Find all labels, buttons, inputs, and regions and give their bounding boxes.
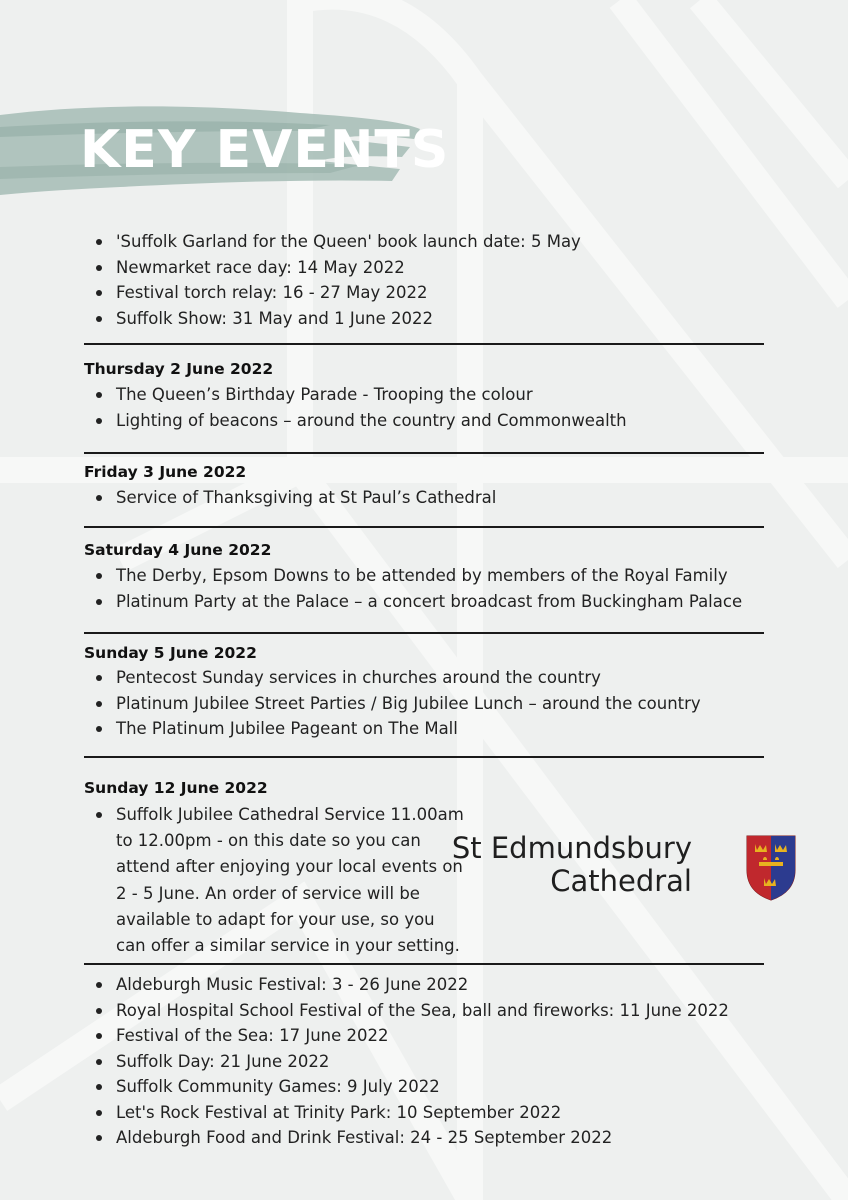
list-item: Festival torch relay: 16 - 27 May 2022 — [94, 280, 774, 306]
section-divider — [84, 452, 764, 454]
day-heading: Saturday 4 June 2022 — [84, 541, 272, 559]
section-divider — [84, 632, 764, 634]
list-item: The Queen’s Birthday Parade - Trooping the colour — [94, 382, 774, 408]
day-events-list — [94, 382, 774, 433]
bullet-icon — [96, 1110, 102, 1116]
bullet-icon — [96, 812, 102, 818]
list-item: The Derby, Epsom Downs to be attended by members of the Royal Family — [94, 563, 774, 589]
bullet-icon — [96, 701, 102, 707]
logo-line-1: St Edmundsbury — [451, 831, 692, 865]
list-item: Festival of the Sea: 17 June 2022 — [94, 1023, 774, 1049]
bullet-icon — [96, 1033, 102, 1039]
bullet-icon — [96, 418, 102, 424]
list-item: Newmarket race day: 14 May 2022 — [94, 255, 774, 281]
bullet-icon — [96, 1135, 102, 1141]
bullet-icon — [96, 1084, 102, 1090]
section-divider — [84, 343, 764, 345]
section-divider — [84, 526, 764, 528]
list-item: Suffolk Show: 31 May and 1 June 2022 — [94, 306, 774, 332]
later-events-list — [94, 972, 774, 1151]
day-events-list — [94, 563, 774, 614]
bullet-icon — [96, 982, 102, 988]
section-divider — [84, 756, 764, 758]
list-item: Suffolk Day: 21 June 2022 — [94, 1049, 774, 1075]
day-heading: Sunday 5 June 2022 — [84, 644, 257, 662]
bullet-icon — [96, 599, 102, 605]
bullet-icon — [96, 290, 102, 296]
list-item: Pentecost Sunday services in churches around the country — [94, 665, 774, 691]
section-divider — [84, 963, 764, 965]
bullet-icon — [96, 675, 102, 681]
cathedral-logo — [451, 828, 810, 908]
list-item: The Platinum Jubilee Pageant on The Mall — [94, 716, 774, 742]
day-heading: Friday 3 June 2022 — [84, 463, 247, 481]
list-item: Platinum Party at the Palace – a concert broadcast from Buckingham Palace — [94, 589, 774, 615]
day-heading: Thursday 2 June 2022 — [84, 360, 274, 378]
bullet-icon — [96, 573, 102, 579]
bullet-icon — [96, 726, 102, 732]
day-heading: Sunday 12 June 2022 — [84, 779, 268, 797]
list-item: Service of Thanksgiving at St Paul’s Cathedral — [94, 485, 774, 511]
shield-crest-icon — [745, 834, 797, 902]
list-item: Aldeburgh Food and Drink Festival: 24 - 25 September 2022 — [94, 1125, 774, 1151]
bullet-icon — [96, 1008, 102, 1014]
day-events-list — [94, 665, 774, 742]
page-title: KEY EVENTS — [80, 120, 450, 180]
logo-wordmark — [452, 832, 692, 898]
list-item: Royal Hospital School Festival of the Sea, ball and fireworks: 11 June 2022 — [94, 998, 774, 1024]
bullet-icon — [96, 1059, 102, 1065]
list-item: 'Suffolk Garland for the Queen' book launch date: 5 May — [94, 229, 774, 255]
day-events-list — [94, 485, 774, 511]
list-item: Suffolk Jubilee Cathedral Service 11.00am to 12.00pm - on this date so you can attend after enjoying your local events on 2 - 5 June. An order of service will be available to adapt for your use, so you can offer a similar service in your setting. — [94, 802, 466, 959]
intro-events-list — [94, 229, 774, 331]
list-item: Let's Rock Festival at Trinity Park: 10 September 2022 — [94, 1100, 774, 1126]
list-item: Aldeburgh Music Festival: 3 - 26 June 2022 — [94, 972, 774, 998]
list-item: Platinum Jubilee Street Parties / Big Jubilee Lunch – around the country — [94, 691, 774, 717]
bullet-icon — [96, 392, 102, 398]
list-item: Suffolk Community Games: 9 July 2022 — [94, 1074, 774, 1100]
bullet-icon — [96, 239, 102, 245]
bullet-icon — [96, 495, 102, 501]
bullet-icon — [96, 265, 102, 271]
logo-line-2: Cathedral — [550, 864, 692, 898]
list-item: Lighting of beacons – around the country and Commonwealth — [94, 408, 774, 434]
bullet-icon — [96, 316, 102, 322]
